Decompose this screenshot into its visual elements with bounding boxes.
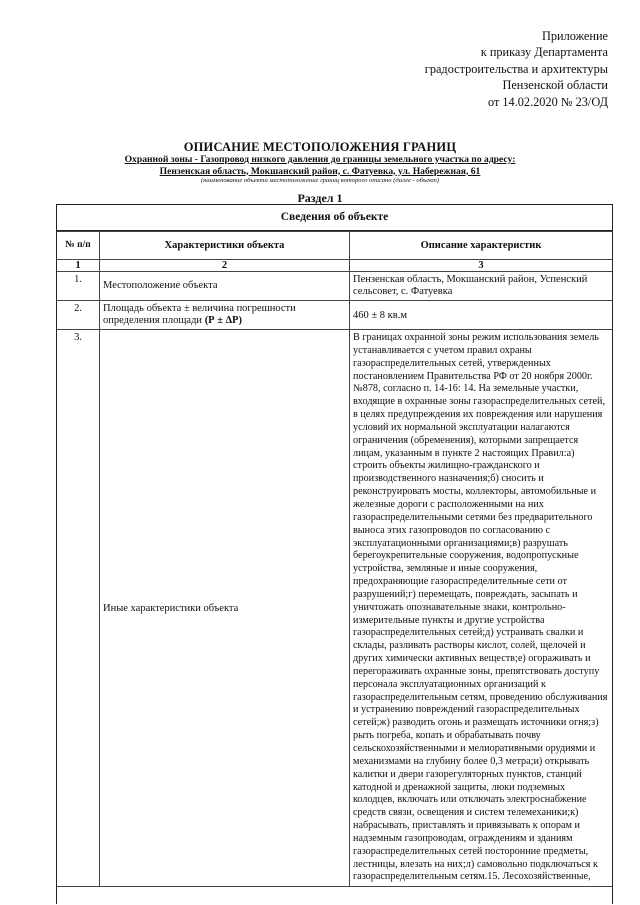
header-description: Описание характеристик [350, 232, 613, 260]
info-table [57, 231, 612, 887]
table-row [57, 272, 612, 301]
column-number: 3 [350, 260, 613, 272]
column-number-row [57, 260, 612, 272]
section-title: Раздел 1 [297, 191, 343, 205]
area-formula: (Р ± ∆Р) [204, 315, 242, 326]
row-characteristic: Площадь объекта ± величина погрешности определения площади [103, 303, 296, 326]
document-heading [40, 140, 600, 185]
row-description: Пензенская область, Мокшанский район, Успенский сельсовет, с. Фатуевка [350, 272, 613, 301]
row-characteristic-cell [100, 301, 350, 330]
table-caption: Сведения об объекте [57, 205, 612, 231]
row-number: 2. [57, 301, 100, 330]
table-row [57, 330, 612, 887]
object-info-table [56, 204, 613, 904]
appendix-block [308, 28, 608, 110]
row-characteristic: Иные характеристики объекта [100, 330, 350, 887]
document-title: ОПИСАНИЕ МЕСТОПОЛОЖЕНИЯ ГРАНИЦ [183, 140, 457, 154]
row-description: 460 ± 8 кв.м [350, 301, 613, 330]
column-number: 1 [57, 260, 100, 272]
appendix-line: к приказу Департамента [480, 45, 608, 60]
row-characteristic: Местоположение объекта [100, 272, 350, 301]
appendix-line: от 14.02.2020 № 23/ОД [487, 94, 608, 109]
header-number: № п/п [57, 232, 100, 260]
row-number: 3. [57, 330, 100, 887]
subtitle-note: (наименование объекта местоположение границ которого описано (далее - объект) [200, 177, 440, 184]
document-subtitle: Охранной зоны - Газопровод низкого давления до границы земельного участка по адресу: [124, 154, 516, 165]
row-description: В границах охранной зоны режим использования земель устанавливается с учетом правил охраны газораспределительных сетей, утвержденных постановлением Правительства РФ от 20 ноября 2000г. №878, согласно п. 14-16: 14. На земельные участки, входящие в охранные зоны газораспределительных сетей, в целях предупреждения их повреждения или нарушения условий их нормальной эксплуатации налагаются ограничения (обременения), которыми запрещается лицам, указанным в пункте 2 настоящих Правил:а) строить объекты жилищно-гражданского и производственного назначения;б) сносить и реконструировать мосты, коллекторы, автомобильные и железные дороги с расположенными на них газораспределительными сетями без предварительного выноса этих газопроводов по согласованию с эксплуатационными организациями;в) разрушать берегоукрепительные сооружения, водопропускные устройства, земляные и иные сооружения, предохраняющие газораспределительные сети от разрушений;г) перемещать, повреждать, засыпать и уничтожать опознавательные знаки, контрольно-измерительные пункты и другие устройства газораспределительных сетей;д) устраивать свалки и склады, разливать растворы кислот, солей, щелочей и других химически активных веществ;е) огораживать и перегораживать охранные зоны, препятствовать доступу персонала эксплуатационных организаций к газораспределительным сетям, проведению обслуживания и устранению повреждений газораспределительных сетей;ж) разводить огонь и размещать источники огня;з) рыть погреба, копать и обрабатывать почву сельскохозяйственными и мелиоративными орудиями и механизмами на глубину более 0,3 метра;и) открывать калитки и двери газорегуляторных пунктов, станций катодной и дренажной защиты, люки подземных колодцев, включать или отключать электроснабжение средств связи, освещения и систем телемеханики;к) набрасывать, приставлять и привязывать к опорам и надземным газопроводам, ограждениям и зданиям газораспределительных сетей посторонние предметы, лестницы, влезать на них;л) самовольно подключаться к газораспределительным сетям.15. Лесохозяйственные, [350, 330, 613, 887]
appendix-line: Пензенской области [502, 78, 608, 93]
column-number: 2 [100, 260, 350, 272]
appendix-line: Приложение [542, 29, 608, 43]
header-row [57, 232, 612, 260]
row-number: 1. [57, 272, 100, 301]
header-characteristic: Характеристики объекта [100, 232, 350, 260]
document-subtitle-address: Пензенская область, Мокшанский район, с. Фатуевка, ул. Набережная, 61 [159, 165, 481, 177]
table-row [57, 301, 612, 330]
appendix-line: градостроительства и архитектуры [424, 61, 608, 76]
